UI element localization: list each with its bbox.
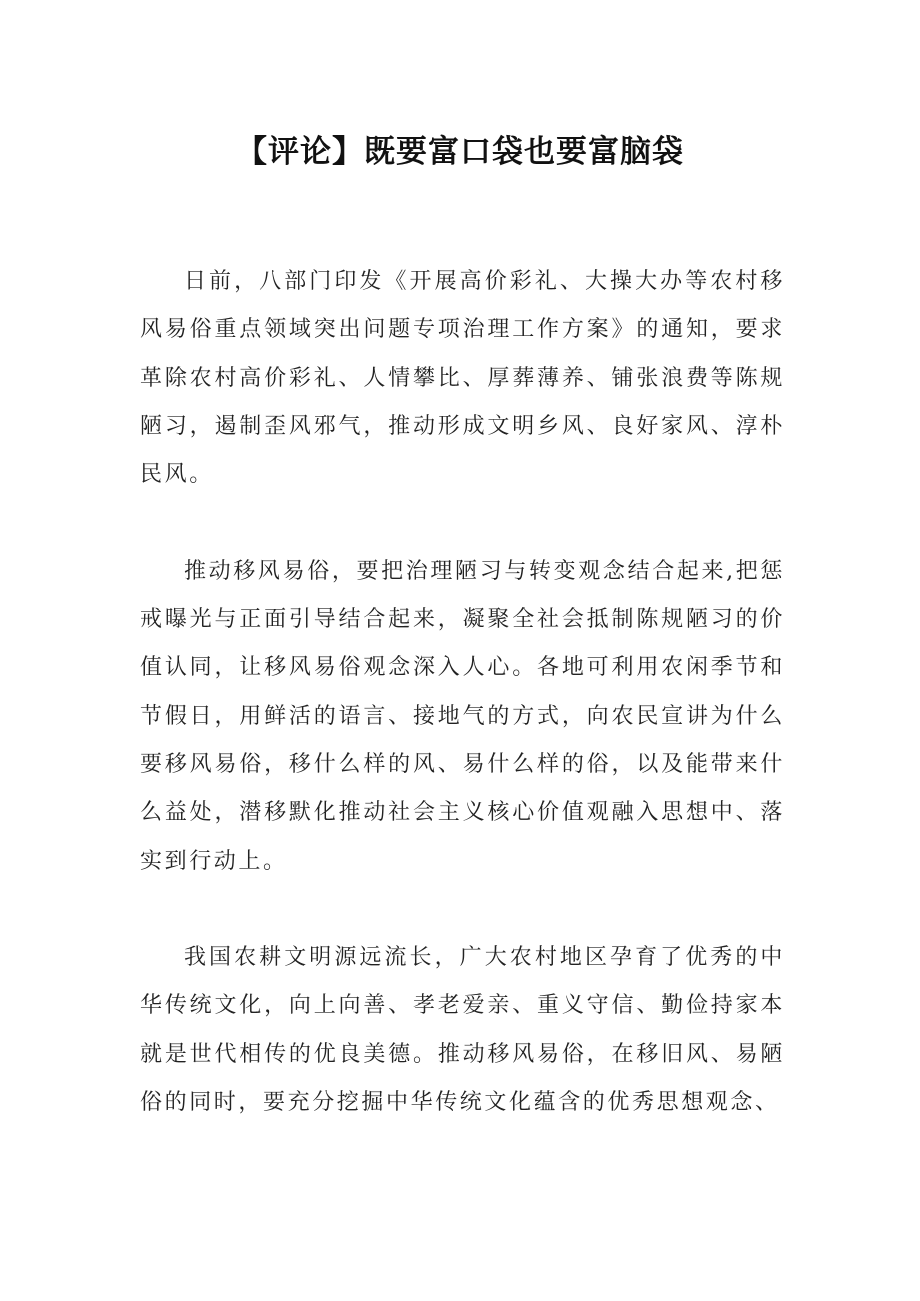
paragraph-3: 我国农耕文明源远流长，广大农村地区孕育了优秀的中华传统文化，向上向善、孝老爱亲、重义守信、勤俭持家本就是世代相传的优良美德。推动移风易俗，在移旧风、易陋俗的同时，要充分挖掘中华传统文化蕴含的优秀思想观念、 — [140, 945, 785, 1116]
paragraph-1: 日前，八部门印发《开展高价彩礼、大操大办等农村移风易俗重点领域突出问题专项治理工作方案》的通知，要求革除农村高价彩礼、人情攀比、厚葬薄养、铺张浪费等陈规陋习，遏制歪风邪气，推动形成文明乡风、良好家风、淳朴民风。 — [140, 269, 785, 488]
document-title: 【评论】既要富口袋也要富脑袋 — [236, 134, 684, 170]
paragraph-2: 推动移风易俗，要把治理陋习与转变观念结合起来,把惩戒曝光与正面引导结合起来，凝聚全社会抵制陈规陋习的价值认同，让移风易俗观念深入人心。各地可利用农闲季节和节假日，用鲜活的语言、接地气的方式，向农民宣讲为什么要移风易俗，移什么样的风、易什么样的俗，以及能带来什么益处，潜移默化推动社会主义核心价值观融入思想中、落实到行动上。 — [140, 558, 785, 874]
article-body — [140, 258, 785, 1127]
